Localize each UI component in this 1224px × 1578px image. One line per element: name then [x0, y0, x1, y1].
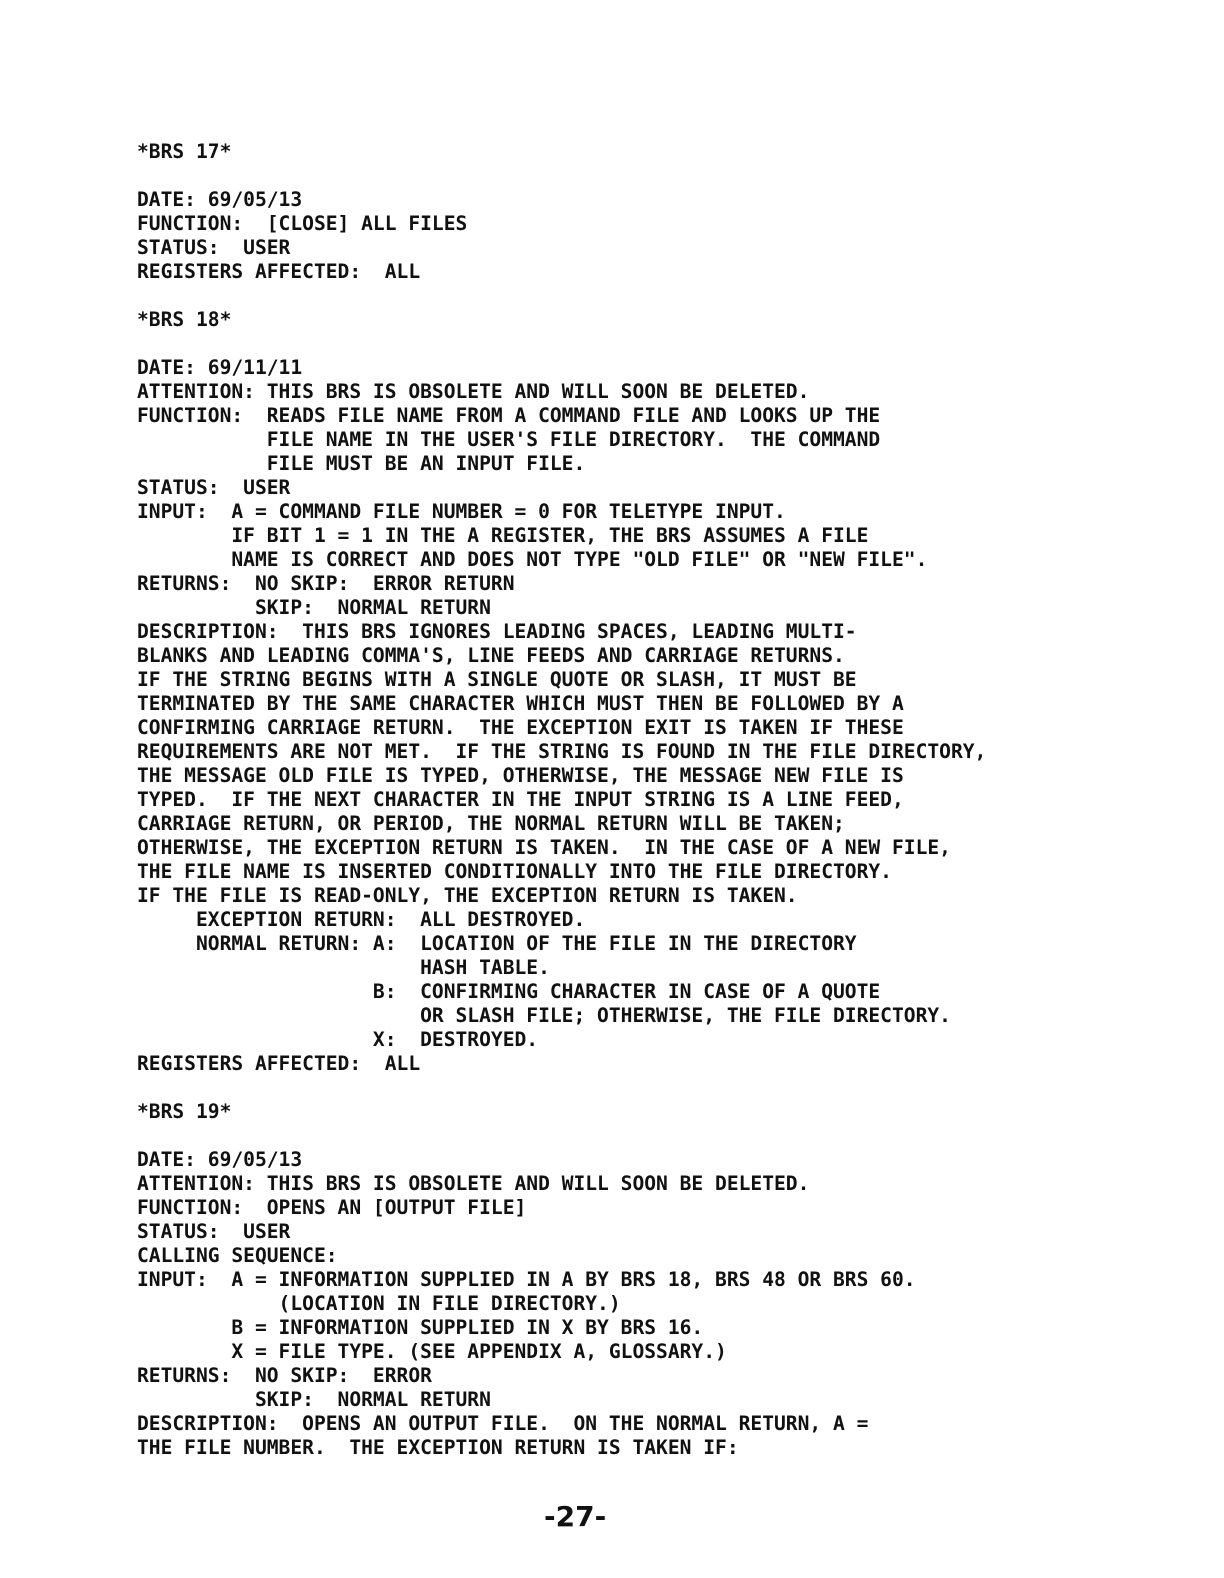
text-line: FUNCTION: OPENS AN [OUTPUT FILE] — [137, 1196, 527, 1219]
text-line: (LOCATION IN FILE DIRECTORY.) — [137, 1292, 621, 1315]
text-line: FUNCTION: READS FILE NAME FROM A COMMAND FILE AND LOOKS UP THE — [137, 404, 881, 427]
text-line: ATTENTION: THIS BRS IS OBSOLETE AND WILL SOON BE DELETED. — [137, 1172, 810, 1195]
heading-brs-18: *BRS 18* — [137, 308, 232, 331]
text-line: DATE: 69/11/11 — [137, 356, 303, 379]
text-line: DESCRIPTION: THIS BRS IGNORES LEADING SPACES, LEADING MULTI- — [137, 620, 857, 643]
text-line: B = INFORMATION SUPPLIED IN X BY BRS 16. — [137, 1316, 704, 1339]
text-line: STATUS: USER — [137, 476, 291, 499]
text-line: REGISTERS AFFECTED: ALL — [137, 1052, 421, 1075]
text-line: X: DESTROYED. — [137, 1028, 539, 1051]
text-line: OTHERWISE, THE EXCEPTION RETURN IS TAKEN. IN THE CASE OF A NEW FILE, — [137, 836, 951, 859]
text-line: IF THE STRING BEGINS WITH A SINGLE QUOTE OR SLASH, IT MUST BE — [137, 668, 857, 691]
text-line: FILE NAME IN THE USER'S FILE DIRECTORY. THE COMMAND — [137, 428, 881, 451]
text-line: OR SLASH FILE; OTHERWISE, THE FILE DIRECTORY. — [137, 1004, 951, 1027]
text-line: IF THE FILE IS READ-ONLY, THE EXCEPTION RETURN IS TAKEN. — [137, 884, 798, 907]
text-line: REQUIREMENTS ARE NOT MET. IF THE STRING IS FOUND IN THE FILE DIRECTORY, — [137, 740, 987, 763]
text-line: CALLING SEQUENCE: — [137, 1244, 338, 1267]
text-line: REGISTERS AFFECTED: ALL — [137, 260, 421, 283]
text-line: FILE MUST BE AN INPUT FILE. — [137, 452, 586, 475]
page-number: -27- — [544, 1500, 607, 1533]
text-line: TERMINATED BY THE SAME CHARACTER WHICH MUST THEN BE FOLLOWED BY A — [137, 692, 904, 715]
text-line: RETURNS: NO SKIP: ERROR RETURN — [137, 572, 515, 595]
text-line: INPUT: A = COMMAND FILE NUMBER = 0 FOR TELETYPE INPUT. — [137, 500, 786, 523]
text-line: THE FILE NAME IS INSERTED CONDITIONALLY INTO THE FILE DIRECTORY. — [137, 860, 892, 883]
text-line: STATUS: USER — [137, 1220, 291, 1243]
text-line: X = FILE TYPE. (SEE APPENDIX A, GLOSSARY.) — [137, 1340, 727, 1363]
text-line: IF BIT 1 = 1 IN THE A REGISTER, THE BRS ASSUMES A FILE — [137, 524, 869, 547]
text-line: B: CONFIRMING CHARACTER IN CASE OF A QUOTE — [137, 980, 881, 1003]
text-line: TYPED. IF THE NEXT CHARACTER IN THE INPUT STRING IS A LINE FEED, — [137, 788, 904, 811]
text-line: ATTENTION: THIS BRS IS OBSOLETE AND WILL SOON BE DELETED. — [137, 380, 810, 403]
text-line: SKIP: NORMAL RETURN — [137, 596, 491, 619]
text-line: NAME IS CORRECT AND DOES NOT TYPE "OLD FILE" OR "NEW FILE". — [137, 548, 928, 571]
heading-brs-19: *BRS 19* — [137, 1100, 232, 1123]
text-line: RETURNS: NO SKIP: ERROR — [137, 1364, 432, 1387]
text-line: INPUT: A = INFORMATION SUPPLIED IN A BY BRS 18, BRS 48 OR BRS 60. — [137, 1268, 916, 1291]
text-line: BLANKS AND LEADING COMMA'S, LINE FEEDS AND CARRIAGE RETURNS. — [137, 644, 845, 667]
text-line: DESCRIPTION: OPENS AN OUTPUT FILE. ON THE NORMAL RETURN, A = — [137, 1412, 869, 1435]
text-line: SKIP: NORMAL RETURN — [137, 1388, 491, 1411]
text-line: CONFIRMING CARRIAGE RETURN. THE EXCEPTION EXIT IS TAKEN IF THESE — [137, 716, 904, 739]
text-line: EXCEPTION RETURN: ALL DESTROYED. — [137, 908, 586, 931]
text-line: THE MESSAGE OLD FILE IS TYPED, OTHERWISE, THE MESSAGE NEW FILE IS — [137, 764, 904, 787]
text-line: HASH TABLE. — [137, 956, 550, 979]
heading-brs-17: *BRS 17* — [137, 140, 232, 163]
text-line: DATE: 69/05/13 — [137, 188, 303, 211]
text-line: THE FILE NUMBER. THE EXCEPTION RETURN IS TAKEN IF: — [137, 1436, 739, 1459]
text-line: FUNCTION: [CLOSE] ALL FILES — [137, 212, 468, 235]
text-line: NORMAL RETURN: A: LOCATION OF THE FILE IN THE DIRECTORY — [137, 932, 857, 955]
text-line: CARRIAGE RETURN, OR PERIOD, THE NORMAL RETURN WILL BE TAKEN; — [137, 812, 845, 835]
text-line: STATUS: USER — [137, 236, 291, 259]
text-line: DATE: 69/05/13 — [137, 1148, 303, 1171]
